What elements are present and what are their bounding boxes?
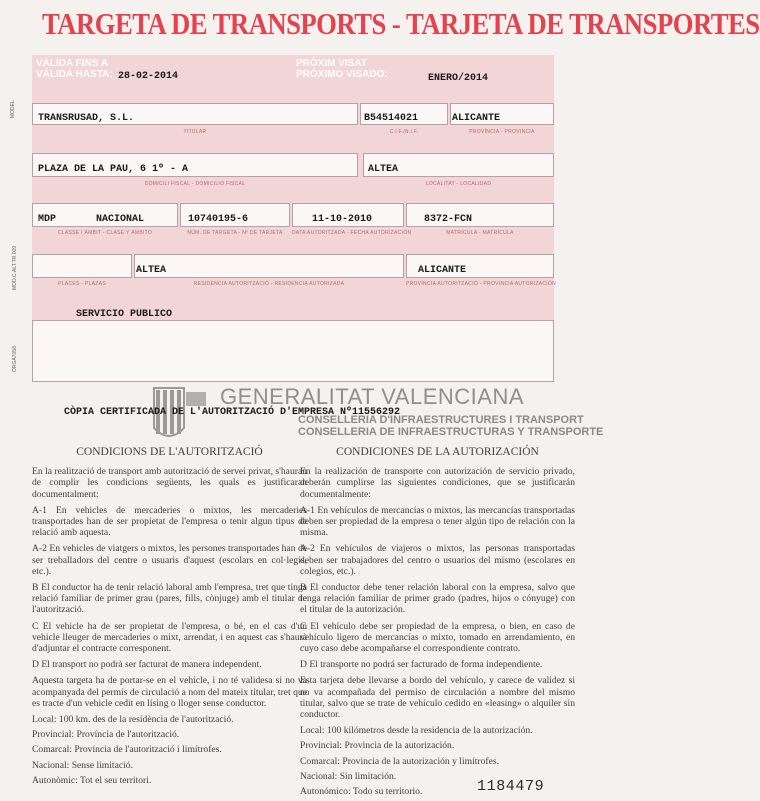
conditions-ca-d: D El transport no podrà ser facturat de manera independent. [32, 659, 262, 671]
conditions-spanish [300, 447, 575, 801]
domicilio-caption: DOMICILI FISCAL - DOMICILIO FISCAL [144, 181, 246, 187]
matricula-value: 8372-FCN [424, 214, 473, 225]
titular-value: TRANSRUSAD, S.L. [38, 113, 135, 124]
fecha-value: 11-10-2010 [312, 214, 373, 225]
conditions-catalan [32, 447, 307, 790]
conditions-ca-a1: A-1 En vehicles de mercaderies o mixtos, les mercaderies transportades han de ser propietat de l'empresa o tenir algun tipus de relació amb aquesta. [32, 504, 307, 539]
clase-value-2: NACIONAL [96, 214, 145, 225]
conditions-es-comarcal: Comarcal: Provincia de la autorización y limítrofes. [300, 755, 500, 767]
conditions-es-provincial: Provincial: Provincia de la autorización. [300, 740, 455, 752]
matricula-caption: MATRÍCULA - MATRÍCULA [446, 230, 514, 236]
residencia-value: ALTEA [136, 265, 167, 276]
num-tarjeta-value: 10740195-6 [188, 214, 249, 225]
localidad-value: ALTEA [368, 164, 399, 175]
residencia-field [134, 254, 404, 278]
cif-value: B54514021 [364, 113, 419, 124]
conditions-ca-heading: CONDICIONS DE L'AUTORITZACIÓ [76, 446, 263, 458]
conditions-es-b: B El conductor debe tener relación laboral con la empresa, salvo que tenga relación familiar de primer grado (padres, hijos o cónyuge) con el titular de la autorización. [300, 582, 575, 616]
conselleria-es: CONSELLERIA DE INFRAESTRUCTURAS Y TRANSPORTE [298, 426, 604, 438]
conditions-es-nacional: Nacional: Sin limitación. [300, 770, 397, 782]
copia-certificada: CÒPIA CERTIFICADA DE L'AUTORITZACIÓ D'EMPRESA Nº11556292 [64, 407, 401, 418]
valida-hasta-label: VÁLIDA HASTA: [36, 69, 113, 80]
plazas-field [32, 254, 132, 278]
provincia-value: ALICANTE [452, 113, 501, 124]
clase-value-1: MDP [38, 214, 57, 225]
conditions-es-c: C El vehículo debe ser propiedad de la empresa, o bien, en caso de vehículo ligero de mercancías o mixto, tomado en arrendamiento, en cuyo caso debe acompañarse el correspondiente contrato. [300, 620, 575, 655]
conditions-ca-intro: En la realització de transport amb autorització de servei privat, s'hauran de complir les condicions següents, les quals es justificaran documentalment: [32, 466, 307, 500]
conditions-ca-provincial: Provincial: Província de l'autorització. [32, 729, 180, 741]
conditions-es-a2: A-2 En vehículos de viajeros o mixtos, las personas transportadas deben ser trabajadores del centro o usuarios del mismo (escolares en colegios, etc.). [300, 543, 575, 577]
generalitat-name: GENERALITAT VALENCIANA [220, 384, 525, 409]
proximo-visado-label: PRÓXIMO VISADO: [296, 69, 388, 80]
clase-caption: CLASSE I ÀMBIT - CLASE Y ÁMBITO [57, 230, 153, 236]
provincia-caption: PROVÍNCIA - PROVINCIA [469, 129, 535, 135]
side-print-top: MODEL [10, 100, 16, 118]
residencia-caption: RESIDÈNCIA AUTORITZACIÓ - RESIDENCIA AUTORIZADA [193, 281, 345, 287]
conselleria-ca: CONSELLERIA D'INFRAESTRUCTURES I TRANSPORT [298, 414, 584, 426]
serial-number: 1184479 [477, 778, 545, 795]
observaciones-value: SERVICIO PUBLICO [76, 309, 173, 320]
observaciones-field [32, 320, 554, 382]
conditions-ca-b: B El conductor ha de tenir relació laboral amb l'empresa, tret que tinga relació familiar de primer grau (pares, fills, cònjuge) amb el titular de l'autorització. [32, 582, 307, 616]
valida-date: 28-02-2014 [118, 71, 179, 82]
provincia-aut-caption: PROVÍNCIA AUTORITZACIÓ - PROVINCIA AUTORIZACIÓN [406, 281, 557, 287]
conditions-ca-carry: Aquesta targeta ha de portar-se en el vehicle, i no té validesa si no va acompanyada del permís de circulació a nom del mateix titular, tret que es tracte d'un vehicle cedit en lísing o lloger sense conductor. [32, 675, 307, 709]
titular-caption: TITULAR [183, 129, 207, 135]
num-tarjeta-caption: NÚM. DE TARGETA - Nº DE TARJETA [187, 230, 283, 236]
document-title: TARGETA DE TRANSPORTS - TARJETA DE TRANSPORTES [42, 6, 760, 41]
conditions-es-heading: CONDICIONES DE LA AUTORIZACIÓN [336, 446, 539, 458]
side-print-bottom: ORGA7058 [12, 346, 18, 372]
conditions-es-d: D El transporte no podrá ser facturado de forma independiente. [300, 659, 543, 671]
domicilio-value: PLAZA DE LA PAU, 6 1º - A [38, 164, 189, 175]
proximo-visado-value: ENERO/2014 [428, 73, 489, 84]
conditions-ca-c: C El vehicle ha de ser propietat de l'empresa, o bé, en el cas d'un vehicle lleuger de mercaderies o mixt, arrendat, i en aquest cas s'haurà d'adjuntar el contracte corresponent. [32, 620, 307, 655]
provincia-aut-value: ALICANTE [418, 265, 467, 276]
valida-fins-label: VÀLIDA FINS A [36, 58, 109, 69]
conditions-es-a1: A-1 En vehículos de mercancías o mixtos, las mercancías transportadas deben ser propiedad de la empresa o tener algún tipo de relación con la misma. [300, 504, 575, 539]
cif-caption: C.I.F./N.I.F. [389, 129, 419, 135]
conditions-es-local: Local: 100 kilómetros desde la residencia de la autorización. [300, 725, 533, 737]
conditions-ca-comarcal: Comarcal: Província de l'autorització i limítrofes. [32, 744, 222, 756]
conditions-ca-a2: A-2 En vehicles de viatgers o mixtos, les persones transportades han de ser treballadors del centre o usuaris d'aquest (escolars en col·legis, etc.). [32, 543, 307, 577]
localidad-caption: LOCALITAT - LOCALIDAD [425, 181, 492, 187]
proxim-visat-label: PRÒXIM VISAT [296, 58, 367, 69]
conditions-es-autonomic: Autonómico: Todo su territorio. [300, 786, 423, 798]
conditions-ca-autonomic: Autonòmic: Tot el seu territori. [32, 774, 152, 786]
conditions-es-carry: Esta tarjeta debe llevarse a bordo del vehículo, y carece de validez si no va acompañada del permiso de circulación a nombre del mismo titular, salvo que se trate de vehículo cedido en «leasing» o alquiler sin conductor. [300, 675, 575, 721]
side-print-mid: MOD.C.ALT.TR.009 [12, 245, 18, 290]
conditions-ca-local: Local: 100 km. des de la residència de l'autorització. [32, 714, 234, 726]
fecha-caption: DATA AUTORITZADA - FECHA AUTORIZACIÓN [292, 230, 412, 236]
plazas-caption: PLACES - PLAZAS [58, 281, 106, 287]
conditions-ca-nacional: Nacional: Sense limitació. [32, 759, 133, 771]
conditions-es-intro: En la realización de transporte con autorización de servicio privado, deberán cumplirse las siguientes condiciones, que se justificarán documentalmente: [300, 466, 575, 500]
